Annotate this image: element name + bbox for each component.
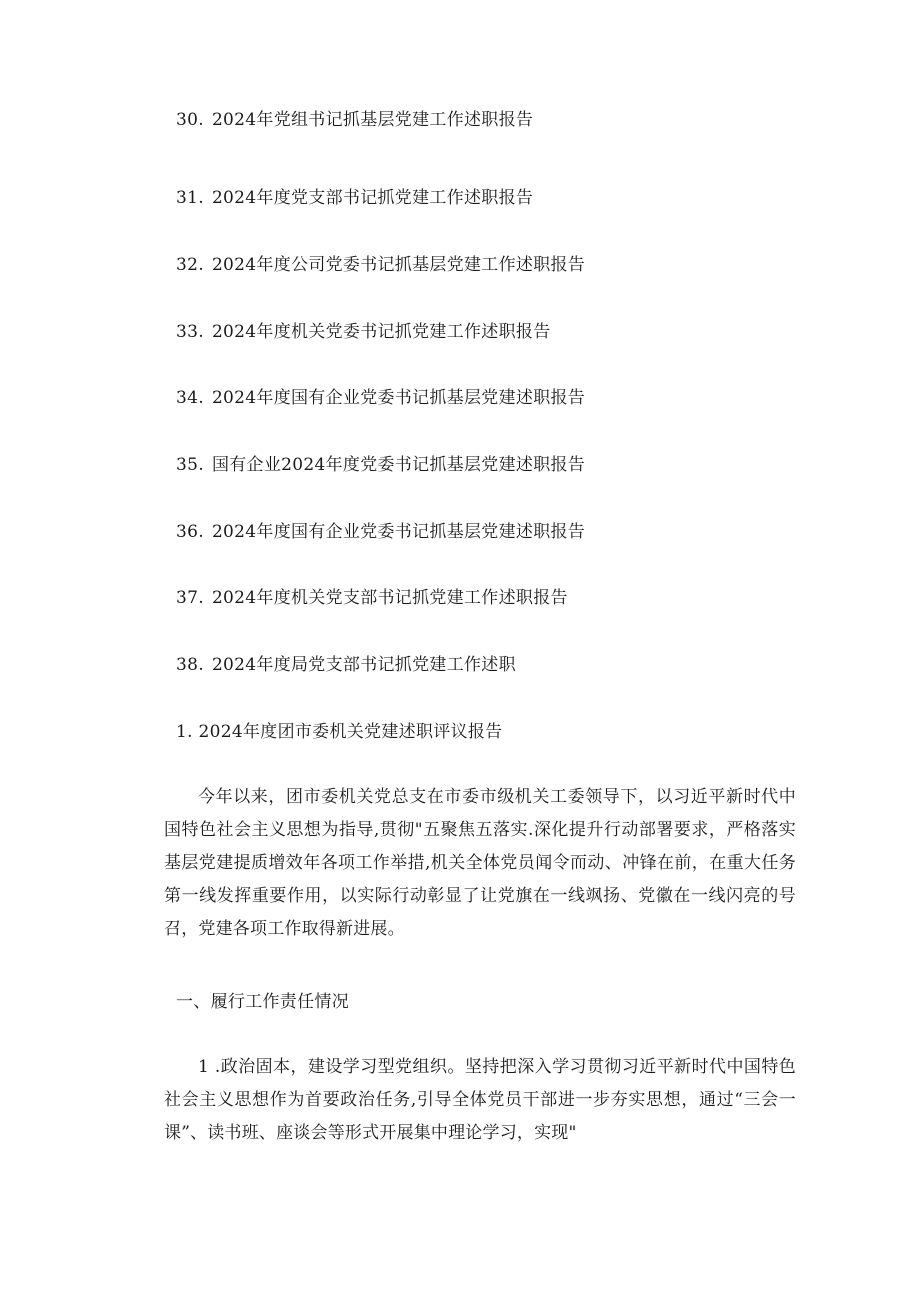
toc-title: 2024年度局党支部书记抓党建工作述职: [211, 655, 516, 675]
intro-paragraph: 今年以来，团市委机关党总支在市委市级机关工委领导下，以习近平新时代中国特色社会主义思想为指导,贯彻"五聚焦五落实.深化提升行动部署要求，严格落实基层党建提质增效年各项工作举措,机关全体党员闻令而动、冲锋在前，在重大任务第一线发挥重要作用，以实际行动彰显了让党旗在一线飒扬、党徽在一线闪亮的号召，党建各项工作取得新进展。: [164, 787, 796, 939]
toc-title: 2024年度机关党委书记抓党建工作述职报告: [211, 322, 551, 342]
toc-number: 34.: [176, 388, 204, 408]
toc-title: 2024年度机关党支部书记抓党建工作述职报告: [211, 588, 568, 608]
toc-item-34: [176, 386, 585, 410]
toc-item-32: [176, 253, 585, 277]
toc-number: 35.: [176, 455, 204, 475]
toc-number: 38.: [176, 655, 204, 675]
toc-item-36: [176, 520, 585, 544]
toc-item-38: [176, 653, 516, 677]
article-title: 1. 2024年度团市委机关党建述职评议报告: [176, 722, 503, 742]
toc-number: 33.: [176, 322, 204, 342]
toc-item-35: [176, 453, 585, 477]
toc-item-30: [176, 108, 533, 132]
section-paragraph: 1 .政治固本，建设学习型党组织。坚持把深入学习贯彻习近平新时代中国特色社会主义思想作为首要政治任务,引导全体党员干部进一步夯实思想，通过“三会一课”、读书班、座谈会等形式开展集中理论学习，实现": [164, 1057, 796, 1143]
toc-title: 2024年党组书记抓基层党建工作述职报告: [211, 110, 534, 130]
toc-number: 30.: [176, 110, 204, 130]
toc-item-33: [176, 320, 551, 344]
toc-title: 2024年度国有企业党委书记抓基层党建述职报告: [211, 522, 586, 542]
toc-title: 2024年度国有企业党委书记抓基层党建述职报告: [211, 388, 586, 408]
toc-title: 国有企业2024年度党委书记抓基层党建述职报告: [211, 455, 586, 475]
toc-number: 36.: [176, 522, 204, 542]
toc-title: 2024年度党支部书记抓党建工作述职报告: [211, 188, 534, 208]
toc-number: 31.: [176, 188, 204, 208]
toc-number: 37.: [176, 588, 204, 608]
toc-title: 2024年度公司党委书记抓基层党建工作述职报告: [211, 255, 586, 275]
toc-number: 32.: [176, 255, 204, 275]
toc-item-37: [176, 586, 568, 610]
section-heading: 一、履行工作责任情况: [176, 992, 349, 1012]
toc-item-31: [176, 186, 533, 210]
